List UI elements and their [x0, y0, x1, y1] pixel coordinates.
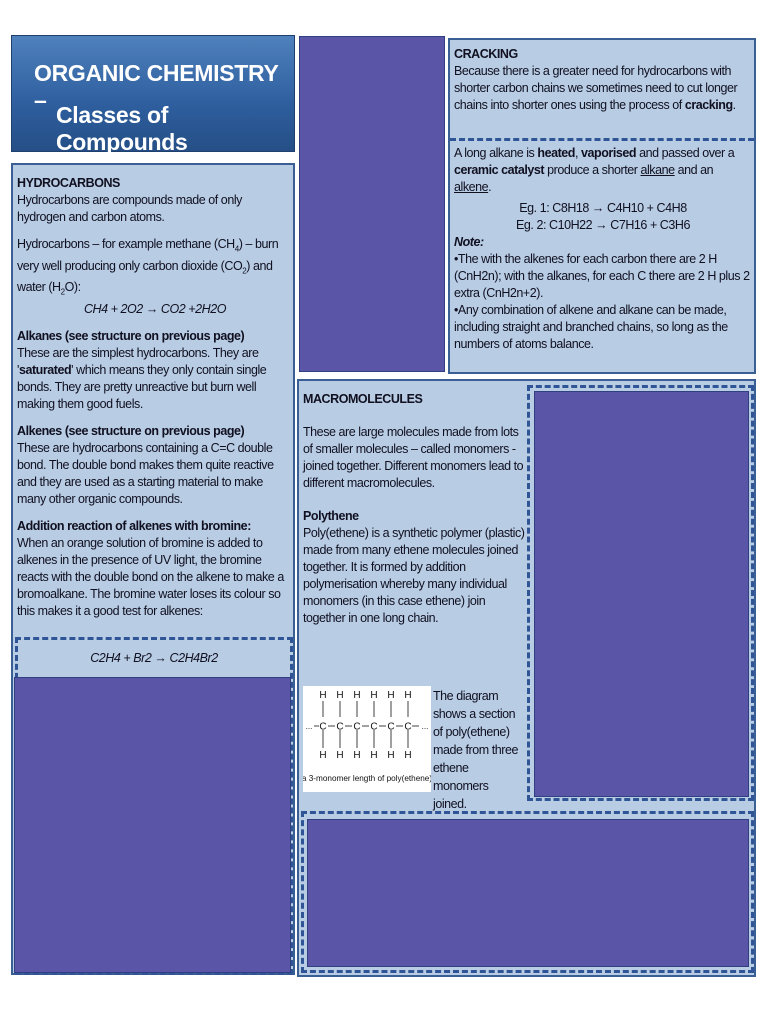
hydrogen-atom-top: H: [370, 690, 378, 701]
image-placeholder-bottom: [307, 819, 749, 967]
macromolecules-panel: [297, 379, 756, 977]
hydrogen-atom-top: H: [353, 690, 361, 701]
page-title-line1: ORGANIC CHEMISTRY –: [34, 60, 279, 113]
hydrogen-atom-top: H: [319, 690, 327, 701]
hydrocarbons-panel: [11, 163, 295, 975]
alkenes-text: These are hydrocarbons containing a C=C double bond. The double bond makes them quite reactive and they are used as a starting material to make many other organic compounds.: [17, 440, 274, 506]
hydrogen-atom-top: H: [387, 690, 395, 701]
polyethene-structure-svg: [303, 686, 431, 792]
hydrogen-atom-bottom: H: [370, 750, 378, 761]
carbon-atom: C: [319, 721, 327, 733]
polyethene-diagram: [303, 686, 431, 792]
carbon-atom: C: [387, 721, 395, 733]
addition-heading: Addition reaction of alkenes with bromine:: [17, 518, 251, 533]
carbon-atom: C: [404, 721, 412, 733]
cracking-heading: CRACKING: [454, 47, 518, 61]
image-placeholder-left: [14, 677, 291, 973]
polythene-heading: Polythene: [303, 509, 359, 523]
hydrogen-atom-bottom: H: [336, 750, 344, 761]
cracking-note-heading: Note:: [454, 235, 484, 249]
hydrogen-atom-bottom: H: [387, 750, 395, 761]
alkanes-text: These are the simplest hydrocarbons. They are 'saturated' which means they only contain single bonds. They are pretty unreactive but burn well making them good fuels.: [17, 345, 267, 411]
carbon-atom: C: [336, 721, 344, 733]
polythene-text: Poly(ethene) is a synthetic polymer (plastic) made from many ethene molecules joined together. It is formed by addition polymerisation whereby many individual monomers (in this case ethene) join together in one long chain.: [303, 526, 525, 625]
cracking-example-2: Eg. 2: C10H22 → C7H16 + C3H6: [516, 218, 690, 232]
chain-ellipsis-right: ...: [421, 722, 429, 731]
cracking-panel: [448, 38, 756, 374]
page-title-block: [11, 35, 295, 155]
methane-combustion-equation: CH4 + 2O2 → CO2 +2H2O: [83, 301, 226, 316]
bromine-equation: C2H4 + Br2 → C2H4Br2: [90, 651, 218, 665]
hydrocarbons-heading: HYDROCARBONS: [17, 176, 120, 190]
cracking-process: A long alkane is heated, vaporised and passed over a ceramic catalyst produce a shorter alkane and an alkene.: [454, 146, 735, 194]
hydrogen-atom-bottom: H: [319, 750, 327, 761]
hydrogen-atom-bottom: H: [353, 750, 361, 761]
carbon-atom: C: [353, 721, 361, 733]
addition-text: When an orange solution of bromine is added to alkenes in the presence of UV light, the bromine reacts with the double bond on the alkene to make a bromoalkane. The bromine water loses its colour so this makes it a good test for alkenes:: [17, 535, 284, 618]
hydrocarbons-burn-text: Hydrocarbons – for example methane $(CH_4)$ – burn very well producing only carbon dioxide $(CO_2)$ and water $(H_2O)$:: [17, 237, 279, 297]
carbon-atom: C: [370, 721, 378, 733]
cracking-note-1: •The with the alkenes for each carbon there are 2 H (CnH2n); with the alkanes, for each C there are 2 H plus 2 extra (CnH2n+2).: [454, 252, 750, 300]
macromolecules-heading: MACROMOLECULES: [303, 392, 423, 406]
cracking-note-2: •Any combination of alkene and alkane can be made, including straight and branched chains, so long as the numbers of atoms balance.: [454, 303, 728, 351]
cracking-intro: Because there is a greater need for hydrocarbons with shorter carbon chains we sometimes need to cut longer chains into shorter ones using the process of cracking.: [454, 64, 738, 112]
hydrogen-atom-bottom: H: [404, 750, 412, 761]
polyethene-diagram-text: The diagram shows a section of poly(ethene) made from three ethene monomers joined.: [433, 689, 518, 811]
hydrogen-atom-top: H: [404, 690, 412, 701]
image-placeholder-right: [534, 391, 749, 797]
alkanes-heading: Alkanes (see structure on previous page): [17, 328, 245, 343]
image-placeholder-top: [299, 36, 445, 372]
polyethene-caption: a 3-monomer length of poly(ethene): [303, 774, 431, 783]
alkenes-heading: Alkenes (see structure on previous page): [17, 423, 245, 438]
hydrocarbons-intro: Hydrocarbons are compounds made of only hydrogen and carbon atoms.: [17, 193, 242, 224]
cracking-example-1: Eg. 1: C8H18 → C4H10 + C4H8: [519, 201, 687, 215]
chain-ellipsis-left: ...: [305, 722, 313, 731]
hydrogen-atom-top: H: [336, 690, 344, 701]
macromolecules-intro: These are large molecules made from lots of smaller molecules – called monomers - joined together. Different monomers lead to different macromolecules.: [303, 425, 524, 490]
page-title-line2: Classes of Compounds: [56, 102, 188, 155]
